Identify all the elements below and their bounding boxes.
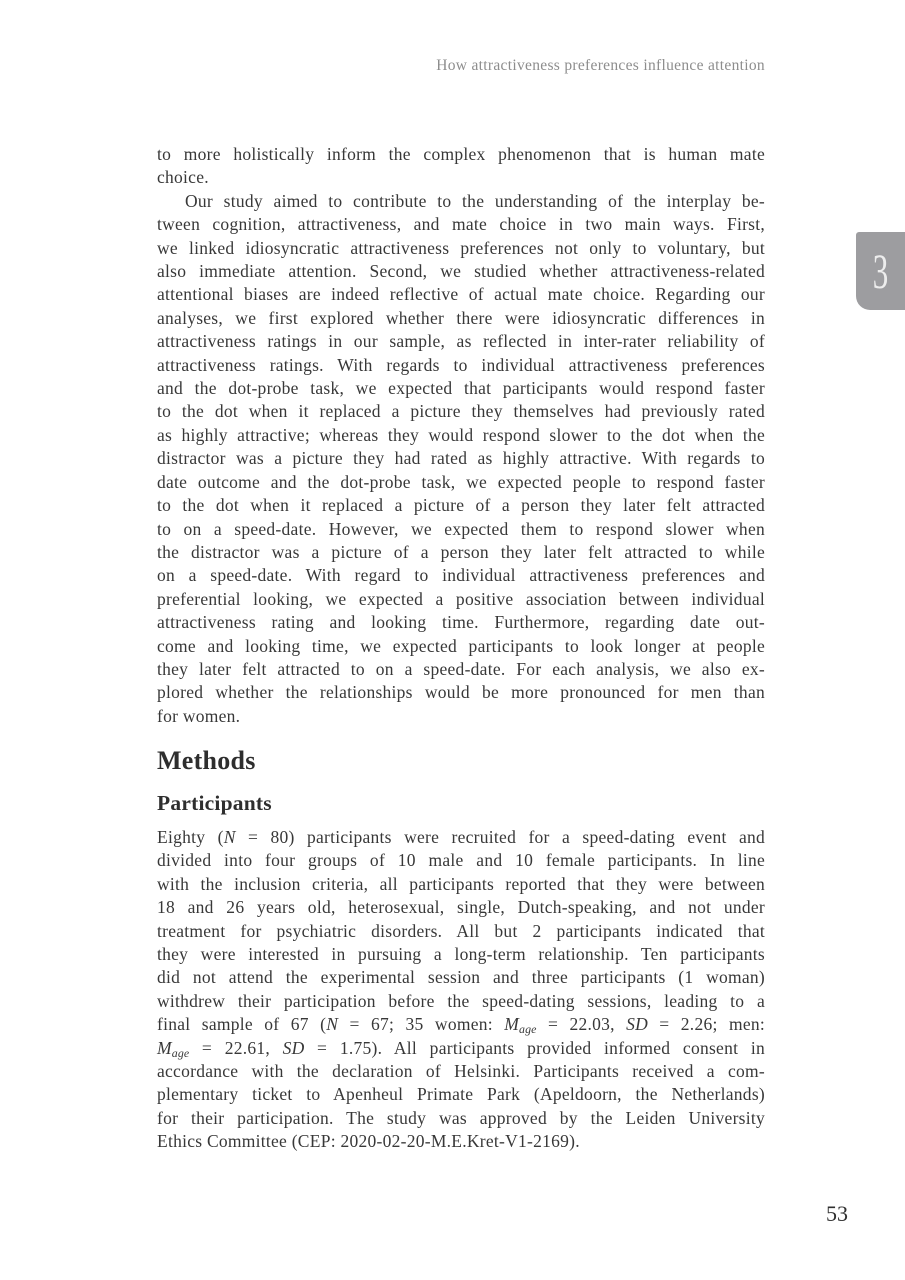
- text-line: Ethics Committee (CEP: 2020-02-20-M.E.Kret-V1-2169).: [157, 1131, 580, 1152]
- text-line: attractiveness ratings. With regards to individual attractiveness preferences: [157, 354, 765, 375]
- text-line: and the dot-probe task, we expected that participants would respond faster: [157, 378, 765, 399]
- text-line: on a speed-date. With regard to individual attractiveness preferences and: [157, 565, 765, 586]
- text-line: to the dot when it replaced a picture they themselves had previously rated: [157, 401, 765, 422]
- paragraph: [157, 190, 765, 728]
- text-line: date outcome and the dot-probe task, we expected people to respond faster: [157, 471, 765, 492]
- text-line: to more holistically inform the complex phenomenon that is human mate: [157, 144, 765, 164]
- text-line: plored whether the relationships would be more pronounced for men than: [157, 682, 765, 703]
- text-line: plementary ticket to Apenheul Primate Park (Apeldoorn, the Netherlands): [157, 1084, 765, 1105]
- paragraph: [157, 826, 765, 1154]
- text-line: the distractor was a picture of a person they later felt attracted to while: [157, 541, 765, 562]
- text-line: attentional biases are indeed reflective of actual mate choice. Regarding our: [157, 284, 765, 305]
- text-line: 18 and 26 years old, heterosexual, single, Dutch-speaking, and not under: [157, 897, 765, 918]
- text-line: analyses, we first explored whether there were idiosyncratic differences in: [157, 307, 765, 328]
- text-line: accordance with the declaration of Helsinki. Participants received a com-: [157, 1061, 765, 1082]
- text-line: for their participation. The study was approved by the Leiden University: [157, 1107, 765, 1128]
- text-line: choice.: [157, 167, 209, 188]
- intro-text-block: [157, 143, 765, 728]
- text-line: to the dot when it replaced a picture of a person they later felt attracted: [157, 495, 765, 516]
- page-number: 53: [826, 1201, 848, 1226]
- text-line: withdrew their participation before the speed-dating sessions, leading to a: [157, 990, 765, 1011]
- text-line: as highly attractive; whereas they would respond slower to the dot when the: [157, 424, 765, 445]
- text-line: treatment for psychiatric disorders. All but 2 participants indicated that: [157, 920, 765, 941]
- text-line: also immediate attention. Second, we studied whether attractiveness-related: [157, 261, 765, 282]
- text-line: final sample of 67 (N = 67; 35 women: $M_{age} = 22.03$, SD = 2.26; men:: [157, 1014, 766, 1037]
- text-line: attractiveness ratings in our sample, as reflected in inter-rater reliability of: [157, 331, 765, 352]
- text-line: preferential looking, we expected a positive association between individual: [157, 588, 765, 609]
- participants-heading: Participants: [157, 791, 272, 815]
- text-line: Our study aimed to contribute to the understanding of the interplay be-: [185, 190, 765, 211]
- text-line: we linked idiosyncratic attractiveness preferences not only to voluntary, but: [157, 237, 765, 258]
- running-header: How attractiveness preferences influence attention: [436, 57, 765, 74]
- paragraph: [157, 143, 765, 190]
- participants-text-block: [157, 826, 765, 1154]
- text-line: come and looking time, we expected participants to look longer at people: [157, 635, 765, 656]
- text-line: for women.: [157, 705, 241, 726]
- text-line: $M_{age} = 22.61$, SD = 1.75). All participants provided informed consent in: [157, 1037, 766, 1060]
- chapter-tab: [856, 232, 905, 310]
- text-line: divided into four groups of 10 male and 10 female participants. In line: [157, 850, 765, 871]
- methods-heading: Methods: [157, 746, 256, 775]
- text-line: tween cognition, attractiveness, and mate choice in two main ways. First,: [157, 214, 765, 235]
- text-line: attractiveness rating and looking time. Furthermore, regarding date out-: [157, 612, 765, 633]
- text-line: distractor was a picture they had rated as highly attractive. With regards to: [157, 448, 765, 469]
- text-line: they later felt attracted to on a speed-date. For each analysis, we also ex-: [157, 658, 765, 679]
- text-line: to on a speed-date. However, we expected them to respond slower when: [157, 518, 765, 539]
- text-line: with the inclusion criteria, all participants reported that they were between: [157, 873, 765, 894]
- text-line: did not attend the experimental session and three participants (1 woman): [157, 967, 765, 988]
- chapter-number: 3: [872, 243, 889, 299]
- text-line: they were interested in pursuing a long-term relationship. Ten participants: [157, 944, 765, 965]
- text-line: Eighty (N = 80) participants were recruited for a speed-dating event and: [157, 827, 766, 847]
